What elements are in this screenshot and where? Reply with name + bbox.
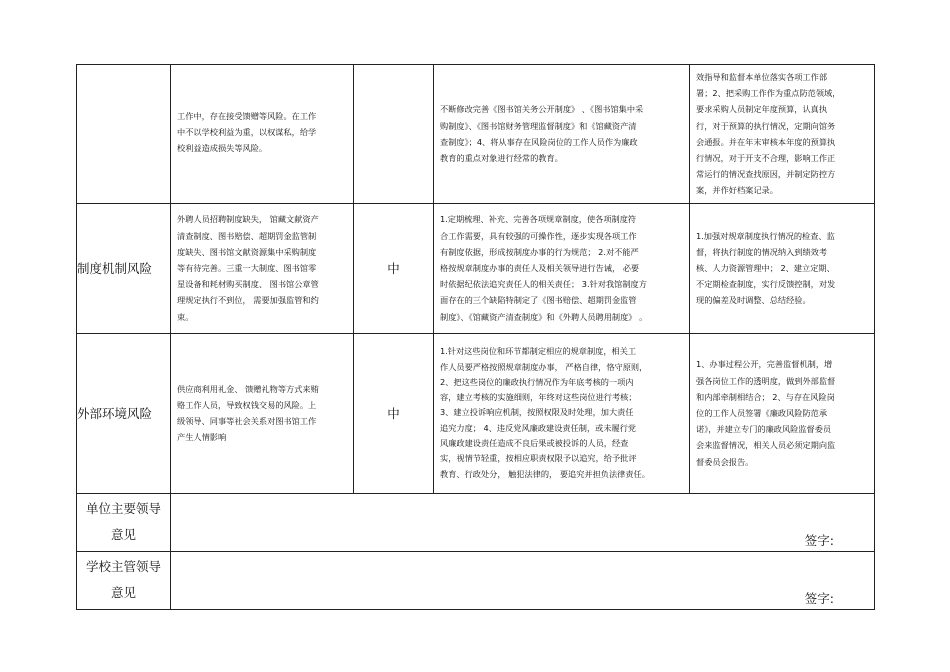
supervision-measures: 效指导和监督本单位落实各项工作部 署；2、把采购工作作为重点防范领域， 要求采购人员制定年度预算，认真执 行，对于预算的执行情况，定期向馆务 会通报。并在年末审核本年度的预算执 行情况，对于开支不合理，影响工作正 常运行的情况查找原因，并制定防控方 案，并作好档案记录。 [696,72,841,196]
risk-category [77,65,171,204]
prevention-measures-cell [434,65,690,204]
risk-description-cell [171,333,354,493]
table-row [77,65,875,204]
prevention-measures-cell [434,203,690,333]
risk-description-cell [171,203,354,333]
school-leader-opinion-field[interactable] [171,551,875,609]
risk-description: 工作中，存在接受馈赠等风险。在工作 中不以学校利益为重，以权谋私，给学 校利益造成损失等风险。 [177,110,317,153]
risk-category: 制度机制风险 [77,203,171,333]
signature-row-school [77,551,875,609]
risk-description: 供应商利用礼金、 馈赠礼物等方式来贿 赂工作人员，导致权钱交易的风险。上 级领导、同事等社会关系对图书馆工作 产生人情影响 [177,383,319,443]
school-leader-opinion-text: 学校主管领导 意见 [85,559,161,601]
risk-table [76,64,875,610]
risk-description-cell [171,65,354,204]
school-leader-opinion-label [77,551,171,609]
prevention-measures: 1.定期梳理、补充、完善各项规章制度，使各项制度符 合工作需要，具有较强的可操作性，逐步实现各项工作 有制度依据，形成按制度办事的行为规范； 2.对不能严 格按规章制度办事的责任人及相关领导进行告诫， 必要 时依据纪依法追究责任人的相关责任； 3.针对我馆制度方 面存在的三个缺陷特制定了《图书赔偿、超期罚金监管 制度》、《馆藏资产清查制度》和《外聘人员聘用制度》 。 [440,214,648,322]
table-row [77,203,875,333]
unit-leader-opinion-label [77,493,171,551]
prevention-measures: 1.针对这些岗位和环节都制定相应的规章制度，相关工 作人员要严格按照规章制度办事， 严格自律，恪守原则， 2、把这些岗位的廉政执行情况作为年底考核的一项内 容，建立考核的实施细则，年终对这些岗位进行考核； 3、建立投诉响应机制，按照权限及时处理，加大责任 追究力度； 4、违反党风廉政建设责任制，或未履行党 风廉政建设责任造成不良后果或被投诉的人员，经查 实，视情节轻重，按相应职责权限予以追究，给予批评 教育、行政处分， 触犯法律的， 要追究并担负法律责任。 [440,346,650,479]
prevention-measures-cell [434,333,690,493]
supervision-measures: 1、办事过程公开，完善监督机制，增 强各岗位工作的透明度，做到外部监督 和内部牵制相结合； 2、与存在风险岗 位的工作人员签署《廉政风险防范承 诺》，并建立专门的廉政风险监督委员 会来监督情况，相关人员必须定期向监 督委员会报告。 [696,359,836,467]
risk-category: 外部环境风险 [77,333,171,493]
risk-level [354,65,434,204]
risk-description: 外聘人员招聘制度缺失， 馆藏文献资产 清查制度、图书赔偿、超期罚金监管制 度缺失、图书馆文献资源集中采购制度 等有待完善。三重一大制度、图书馆零 星设备和耗材购买制度、 图书馆公章管 理规定执行不到位， 需要加强监管和约 束。 [177,214,319,322]
unit-leader-opinion-text: 单位主要领导 意见 [85,501,161,543]
supervision-cell [690,203,875,333]
risk-level: 中 [354,333,434,493]
signature-label: 签字: [804,532,834,548]
supervision-cell [690,65,875,204]
signature-row-unit [77,493,875,551]
table-row [77,333,875,493]
risk-level: 中 [354,203,434,333]
unit-leader-opinion-field[interactable] [171,493,875,551]
signature-label: 签字: [804,590,834,606]
prevention-measures: 不断修改完善《图书馆关务公开制度》 、《图书馆集中采 购制度》、《图书馆财务管理监督制度》和《馆藏资产清 查制度》；4、将从事存在风险岗位的工作人员作为廉政 教育的重点对象进行经常的教育。 [440,104,644,164]
supervision-cell [690,333,875,493]
supervision-measures: 1.加强对规章制度执行情况的检查、监 督，将执行制度的情况纳入到绩效考 核、人力资源管理中； 2、建立定期、 不定期检查制度，实行反馈控制，对发 现的偏差及时调整、总结经验。 [696,230,836,306]
